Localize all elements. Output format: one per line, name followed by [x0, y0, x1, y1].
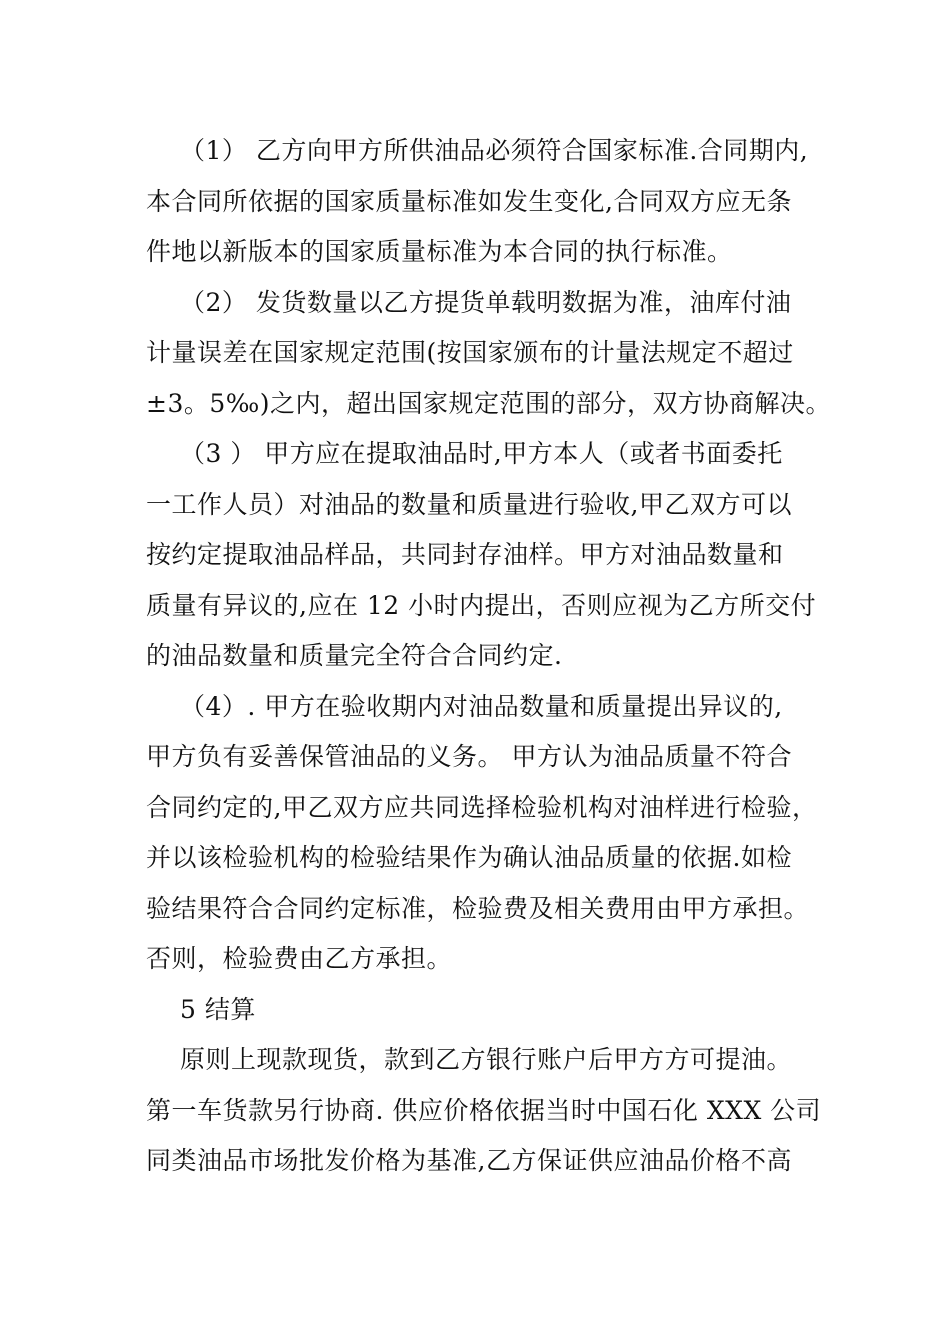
clause-2-line-1: （2） 发货数量以乙方提货单载明数据为准，油库付油 — [180, 287, 792, 317]
clause-4-line-3: 合同约定的,甲乙双方应共同选择检验机构对油样进行检验， — [146, 792, 818, 822]
clause-3-line-4: 质量有异议的,应在 12 小时内提出，否则应视为乙方所交付 — [146, 590, 817, 620]
clause-1-line-1: （1） 乙方向甲方所供油品必须符合国家标准.合同期内, — [180, 136, 809, 165]
clause-3-line-2: 一工作人员）对油品的数量和质量进行验收,甲乙双方可以 — [146, 489, 792, 519]
section-5-heading: 5 结算 — [180, 994, 256, 1024]
clause-4-line-2: 甲方负有妥善保管油品的义务。 甲方认为油品质量不符合 — [146, 742, 792, 771]
clause-1-line-3: 件地以新版本的国家质量标准为本合同的执行标准。 — [146, 237, 733, 266]
document-body — [146, 126, 832, 1187]
clause-4-line-5: 验结果符合合同约定标准，检验费及相关费用由甲方承担。 — [146, 893, 810, 923]
settlement-line-2: 第一车货款另行协商. 供应价格依据当时中国石化 XXX 公司 — [146, 1095, 822, 1125]
settlement-line-1: 原则上现款现货，款到乙方银行账户后甲方方可提油。 — [180, 1045, 793, 1074]
clause-2-line-2: 计量误差在国家规定范围(按国家颁布的计量法规定不超过 — [146, 338, 794, 367]
settlement-line-3: 同类油品市场批发价格为基准,乙方保证供应油品价格不高 — [146, 1146, 792, 1175]
clause-2-line-3: ±3。5‰)之内，超出国家规定范围的部分，双方协商解决。 — [146, 388, 832, 418]
clause-1-line-2: 本合同所依据的国家质量标准如发生变化,合同双方应无条 — [146, 186, 792, 216]
clause-4-line-6: 否则，检验费由乙方承担。 — [146, 944, 453, 973]
clause-3-line-5: 的油品数量和质量完全符合合同约定. — [146, 641, 563, 670]
clause-3-line-3: 按约定提取油品样品，共同封存油样。甲方对油品数量和 — [146, 540, 784, 569]
clause-4-line-4: 并以该检验机构的检验结果作为确认油品质量的依据.如检 — [146, 843, 792, 872]
clause-4-line-1: （4）. 甲方在验收期内对油品数量和质量提出异议的, — [180, 691, 783, 721]
clause-3-line-1: （3 ） 甲方应在提取油品时,甲方本人（或者书面委托 — [180, 439, 783, 468]
